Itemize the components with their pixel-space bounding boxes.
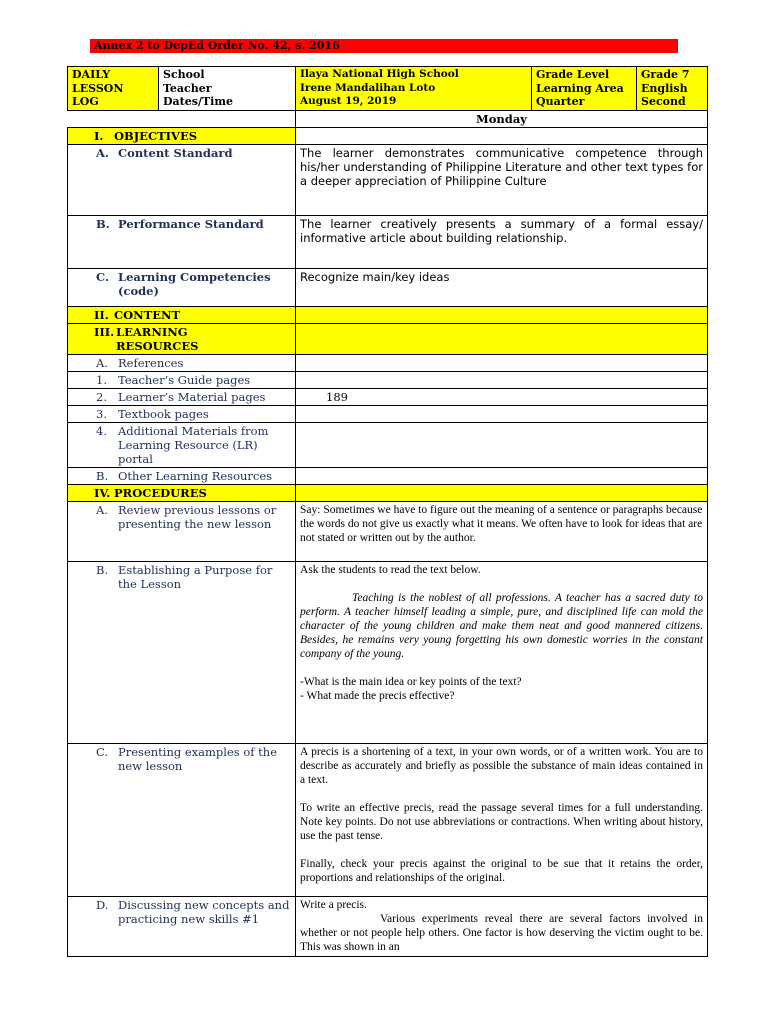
header-field-labels-2: Grade Level Learning Area Quarter [532,67,637,111]
grade-level: Grade 7 [641,68,690,81]
performance-standard-row: B. Performance Standard The learner creatively presents a summary of a formal essay/ informative article about building relationship. [68,215,708,268]
log-label: DAILY LESSON LOG [68,67,159,111]
annex-banner: Annex 2 to DepEd Order No. 42, s. 2016 [90,39,678,53]
competencies-label: Learning Competencies (code) [118,269,271,298]
review-text: Say: Sometimes we have to figure out the meaning of a sentence or paragraphs because the words do not give us exactly what it means. We often have to look for ideas that are not stated or written out by the author. [296,501,708,561]
examples-content: A precis is a shortening of a text, in your own words, or of a written work. You are to describe as accurately and briefly as possible the substance of main ideas contained in a text. To write an effective precis, read the passage several times for a full understanding. Note key points. Do not use abbreviations or contractions. When writing about history, use the past tense. Finally, check your precis against the original to be sue that it retains the order, proportions and relationships of the original. [296,743,708,896]
section-procedures: IV. PROCEDURES [68,484,708,501]
content-standard-row: A. Content Standard The learner demonstrates communicative competence through his/her understanding of Philippine Literature and other text types for a deeper appreciation of Philippine Culture [68,144,708,215]
examples-label: Presenting examples of the new lesson [118,744,278,773]
purpose-label: Establishing a Purpose for the Lesson [118,562,273,591]
lr-portal-row: 4. Additional Materials from Learning Resource (LR) portal [68,422,708,467]
learners-material-pages: 189 [296,388,708,405]
competencies-text: Recognize main/key ideas [296,268,708,306]
content-standard-label: Content Standard [118,145,233,160]
examples-row: C. Presenting examples of the new lesson A precis is a shortening of a text, in your own words, or of a written work. You are to describe as accurately and briefly as possible the substance of main ideas contained in a text. To write an effective precis, read the passage several times for a full understanding. Note key points. Do not use abbreviations or contractions. When writing about history, use the past tense. Finally, check your precis against the original to be sue that it retains the order, proportions and relationships of the original. [68,743,708,896]
lesson-date: August 19, 2019 [300,95,397,107]
purpose-row: B. Establishing a Purpose for the Lesson Ask the students to read the text below. Teaching is the noblest of all professions. A teacher has a sacred duty to perform. A teacher himself leading a simple, pure, and disciplined life can mold the character of the young children and make them neat and good mannered citizens. Besides, he remains very young forgetting his own domestic worries in the constant company of the young. -What is the main idea or key points of the text? - What made the precis effective? [68,561,708,743]
learning-area: English [641,81,688,95]
textbook-row: 3. Textbook pages [68,405,708,422]
learners-material-row: 2. Learner’s Material pages 189 [68,388,708,405]
section-content: II. CONTENT [68,306,708,323]
discussing-label: Discussing new concepts and practicing new skills #1 [118,897,290,926]
discussing-content: Write a precis. Various experiments reveal there are several factors involved in whether or not people help others. One factor is how deserving the victim ought to be. This was shown in an [296,896,708,956]
other-resources-row: B. Other Learning Resources [68,467,708,484]
daily-lesson-log-table [67,66,708,957]
header-field-values-2 [637,67,708,111]
teachers-guide-row: 1. Teacher’s Guide pages [68,371,708,388]
quarter: Second [641,95,686,108]
purpose-passage: Teaching is the noblest of all professions. A teacher has a sacred duty to perform. A teacher himself leading a simple, pure, and disciplined life can mold the character of the young children and make them neat and good mannered citizens. Besides, he remains very young forgetting his own domestic worries in the constant company of the young. [300,591,703,660]
review-row: A. Review previous lessons or presenting the new lesson Say: Sometimes we have to figure out the meaning of a sentence or paragraphs because the words do not give us exactly what it means. We often have to look for ideas that are not stated or written out by the author. [68,501,708,561]
section-objectives: I. OBJECTIVES [68,127,708,144]
header-row [68,67,708,111]
day-row [68,110,708,127]
day-label: Monday [296,110,708,127]
review-label: Review previous lessons or presenting the new lesson [118,502,277,531]
school-name: Ilaya National High School [300,68,459,80]
performance-standard-text: The learner creatively presents a summary of a formal essay/ informative article about building relationship. [296,215,708,268]
header-field-values [296,67,532,111]
discussing-row: D. Discussing new concepts and practicing new skills #1 Write a precis. Various experiments reveal there are several factors involved in whether or not people help others. One factor is how deserving the victim ought to be. This was shown in an [68,896,708,956]
purpose-content: Ask the students to read the text below. Teaching is the noblest of all professions. A teacher has a sacred duty to perform. A teacher himself leading a simple, pure, and disciplined life can mold the character of the young children and make them neat and good mannered citizens. Besides, he remains very young forgetting his own domestic worries in the constant company of the young. -What is the main idea or key points of the text? - What made the precis effective? [296,561,708,743]
section-resources: III. LEARNING RESOURCES [68,323,708,354]
content-standard-text: The learner demonstrates communicative competence through his/her understanding of Philippine Literature and other text types for a deeper appreciation of Philippine Culture [296,144,708,215]
references-row: A. References [68,354,708,371]
competencies-row: C. Learning Competencies (code) Recognize main/key ideas [68,268,708,306]
performance-standard-label: Performance Standard [118,216,264,231]
teacher-name: Irene Mandalihan Loto [300,81,436,94]
header-field-labels: School Teacher Dates/Time [159,67,296,111]
